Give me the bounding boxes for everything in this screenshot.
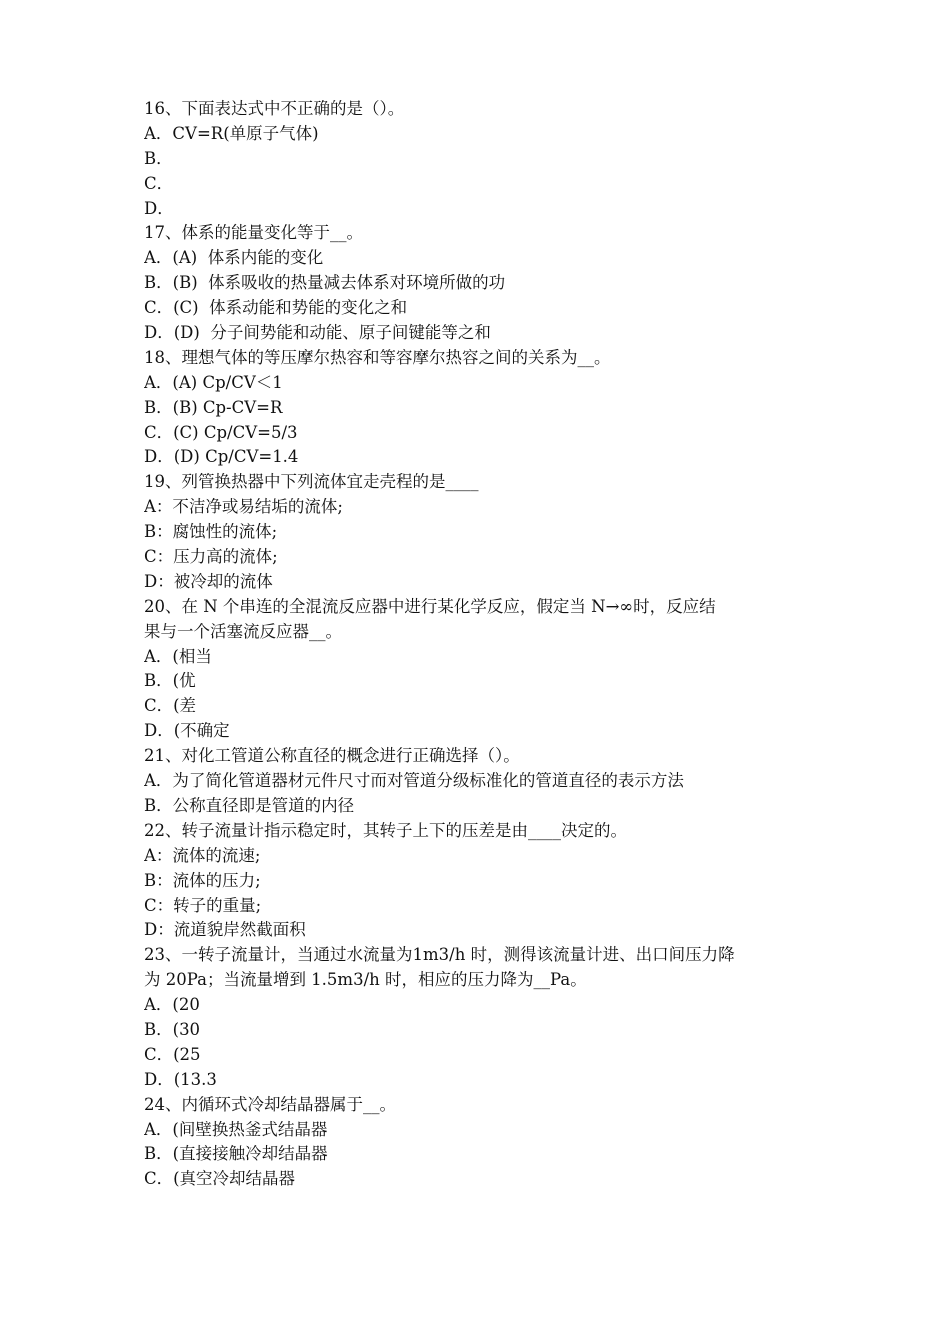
question-16: 16、下面表达式中不正确的是（）。 — [144, 99, 405, 118]
document-body — [144, 97, 816, 1192]
question-23-option-d: D．(13.3 — [144, 1069, 217, 1089]
question-20-option-b: B．(优 — [144, 671, 196, 691]
question-23-option-a: A．(20 — [144, 995, 200, 1015]
question-17-option-d: D．(D) 分子间势能和动能、原子间键能等之和 — [144, 323, 491, 343]
question-22-option-a: A：流体的流速; — [144, 845, 261, 865]
question-24-option-b: B．(直接接触冷却结晶器 — [144, 1144, 328, 1164]
question-21-option-b: B．公称直径即是管道的内径 — [144, 795, 355, 815]
question-23-option-c: C．(25 — [144, 1044, 201, 1064]
question-18: 18、理想气体的等压摩尔热容和等容摩尔热容之间的关系为__。 — [144, 347, 611, 367]
question-17: 17、体系的能量变化等于__。 — [144, 223, 363, 243]
question-21: 21、对化工管道公称直径的概念进行正确选择（）。 — [144, 746, 520, 766]
question-18-option-b: B．(B) Cp-CV=R — [144, 397, 283, 417]
question-24-option-c: C．(真空冷却结晶器 — [144, 1169, 296, 1189]
question-20-option-d: D．(不确定 — [144, 721, 230, 741]
question-19-option-d: D：被冷却的流体 — [144, 571, 273, 591]
question-24-option-a: A．(间壁换热釜式结晶器 — [144, 1119, 328, 1139]
question-17-option-a: A．(A) 体系内能的变化 — [144, 248, 324, 268]
question-21-option-a: A．为了简化管道器材元件尺寸而对管道分级标准化的管道直径的表示方法 — [144, 771, 684, 791]
question-19: 19、列管换热器中下列流体宜走壳程的是____ — [144, 472, 479, 492]
question-22-option-b: B：流体的压力; — [144, 870, 261, 890]
question-23: 23、一转子流量计，当通过水流量为1m3/h 时，测得该流量计进、出口间压力降 — [144, 945, 735, 965]
question-22-option-c: C：转子的重量; — [144, 895, 262, 915]
question-17-option-c: C．(C) 体系动能和势能的变化之和 — [144, 298, 408, 318]
question-19-option-c: C：压力高的流体; — [144, 547, 278, 567]
question-23-option-b: B．(30 — [144, 1019, 201, 1039]
question-16-option-d: D． — [144, 198, 174, 218]
question-23-continued: 为 20Pa；当流量增到 1.5m3/h 时，相应的压力降为__Pa。 — [144, 970, 587, 990]
question-16-option-a: A．CV=R(单原子气体) — [144, 123, 319, 143]
question-20-option-a: A．(相当 — [144, 646, 212, 666]
question-16-option-b: B． — [144, 148, 173, 168]
question-18-option-c: C．(C) Cp/CV=5/3 — [144, 422, 298, 442]
question-18-option-a: A．(A) Cp/CV＜1 — [144, 372, 283, 392]
question-22-option-d: D：流道貌岸然截面积 — [144, 920, 306, 940]
question-20-option-c: C．(差 — [144, 696, 197, 716]
question-24: 24、内循环式冷却结晶器属于__。 — [144, 1094, 396, 1114]
question-19-option-b: B：腐蚀性的流体; — [144, 522, 278, 542]
question-22: 22、转子流量计指示稳定时，其转子上下的压差是由____决定的。 — [144, 820, 627, 840]
question-18-option-d: D．(D) Cp/CV=1.4 — [144, 447, 299, 467]
question-19-option-a: A：不洁净或易结垢的流体; — [144, 497, 343, 517]
question-17-option-b: B．(B) 体系吸收的热量减去体系对环境所做的功 — [144, 273, 506, 293]
question-20-continued: 果与一个活塞流反应器__。 — [144, 621, 342, 641]
question-16-option-c: C． — [144, 173, 174, 193]
question-20: 20、在 N 个串连的全混流反应器中进行某化学反应，假定当 N→∞时，反应结 — [144, 596, 716, 616]
